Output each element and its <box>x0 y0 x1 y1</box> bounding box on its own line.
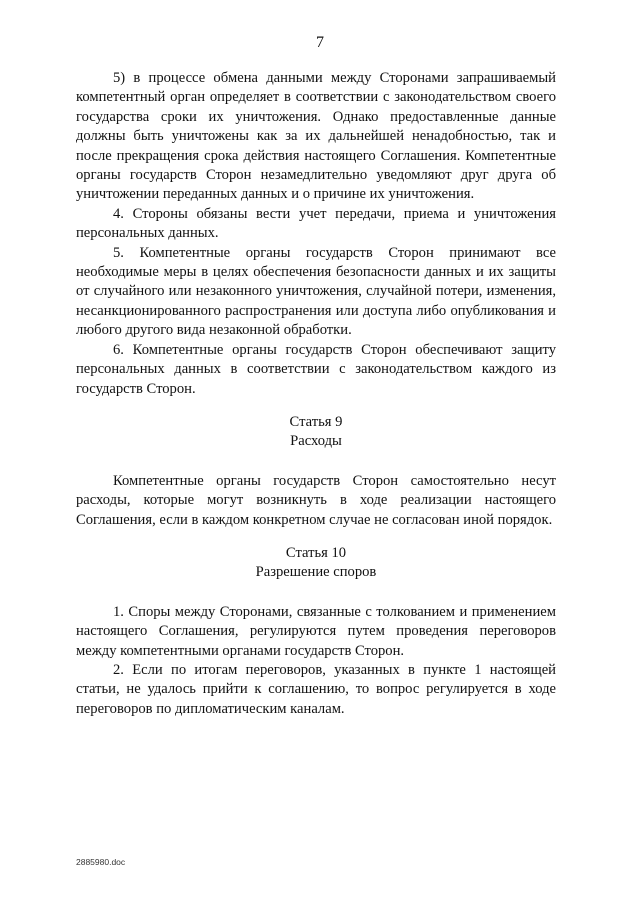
article-10-title: Разрешение споров <box>255 564 377 581</box>
article-9-paragraph: Компетентные органы государств Сторон самостоятельно несут расходы, которые могут возникнуть в ходе реализации настоящего Соглашения, если в каждом конкретном случае не согласован иной порядок. <box>76 472 556 528</box>
article-10-paragraph-2: 2. Если по итогам переговоров, указанных в пункте 1 настоящей статьи, не удалось прийти к соглашению, то вопрос регулируется в ходе переговоров по дипломатическим каналам. <box>76 661 556 717</box>
paragraph-6-data-protection: 6. Компетентные органы государств Сторон обеспечивают защиту персональных данных в соответствии с законодательством каждого из государств Сторон. <box>76 341 556 397</box>
footer-document-code: 2885980.doc <box>76 857 126 867</box>
article-10-paragraph-1: 1. Споры между Сторонами, связанные с толкованием и применением настоящего Соглашения, регулируются путем проведения переговоров между компетентными органами государств Сторон. <box>76 603 556 659</box>
article-10-number: Статья 10 <box>285 544 347 561</box>
document-body <box>76 69 556 719</box>
paragraph-5-data-security: 5. Компетентные органы государств Сторон принимают все необходимые меры в целях обеспечения безопасности данных и их защиты от случайного или незаконного уничтожения, случайной потери, изменения, несанкционированного распространения или доступа либо опубликования и любого другого вида незаконной обработки. <box>76 244 556 339</box>
article-9-number: Статья 9 <box>289 413 343 430</box>
article-9-title: Расходы <box>290 433 342 450</box>
article-9-heading <box>76 413 556 452</box>
article-10-heading <box>76 544 556 583</box>
paragraph-4-record-keeping: 4. Стороны обязаны вести учет передачи, приема и уничтожения персональных данных. <box>76 205 556 242</box>
paragraph-5-destruction-terms: 5) в процессе обмена данными между Сторонами запрашиваемый компетентный орган определяет в соответствии с законодательством своего государства сроки их уничтожения. Однако предоставленные данные должны быть уничтожены как за их дальнейшей ненадобностью, так и после прекращения срока действия настоящего Соглашения. Компетентные органы государств Сторон незамедлительно уведомляют друг друга об уничтожении переданных данных и о причине их уничтожения. <box>76 70 556 203</box>
page-number: 7 <box>316 34 324 51</box>
